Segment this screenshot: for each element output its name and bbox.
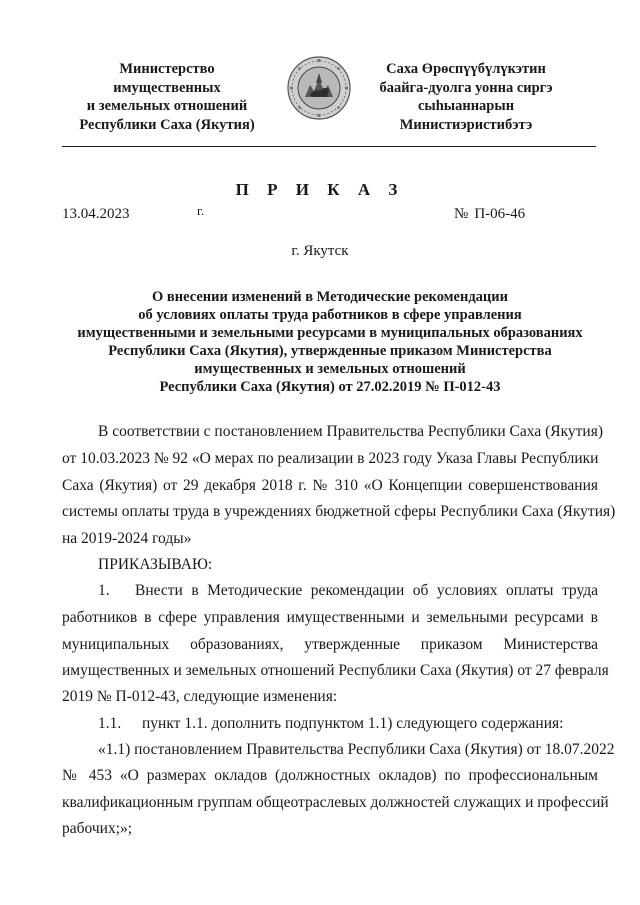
document-title: П Р И К А З bbox=[235, 180, 405, 199]
ministry-name-line: Министерство bbox=[119, 61, 215, 77]
quote-line: квалификационным группам общеотраслевых должностей служащих и профессий bbox=[62, 794, 609, 811]
ministry-name-line: сыһыаннарын bbox=[417, 98, 515, 114]
ministry-name-yakut bbox=[355, 60, 577, 134]
subpoint-1-1-text: пункт 1.1. дополнить подпунктом 1.1) следующего содержания: bbox=[142, 715, 564, 732]
order-number bbox=[454, 206, 525, 223]
ministry-name-line: имущественных bbox=[113, 79, 221, 96]
ministry-name-line: Министиэристибэтэ bbox=[399, 116, 533, 133]
preamble-line: от 10.03.2023 № 92 «О мерах по реализации в 2023 году Указа Главы Республики bbox=[62, 450, 599, 467]
quote-line: рабочих;»; bbox=[62, 820, 133, 837]
point-1-line: муниципальных образованиях, утвержденные приказом Министерства bbox=[62, 636, 598, 653]
ministry-name-line: Республики Саха (Якутия) bbox=[79, 116, 255, 133]
point-1-line: работников в сфере управления имущественными и земельными ресурсами в bbox=[62, 609, 598, 626]
point-1-line: Внести в Методические рекомендации об условиях оплаты труда bbox=[135, 582, 598, 599]
header-divider bbox=[62, 146, 596, 147]
point-1-line: 2019 № П-012-43, следующие изменения: bbox=[62, 688, 338, 705]
order-number-value: П-06-46 bbox=[474, 206, 526, 222]
point-1-line: имущественных и земельных отношений Республики Саха (Якутия) от 27 февраля bbox=[62, 662, 609, 679]
preamble-line: В соответствии с постановлением Правительства Республики Саха (Якутия) bbox=[98, 423, 603, 440]
quote-line: «1.1) постановлением Правительства Республики Саха (Якутия) от 18.07.2022 bbox=[98, 741, 615, 758]
ministry-name-line: баайга-дуолга уонна сиргэ bbox=[379, 79, 553, 96]
preamble-line: на 2019-2024 годы» bbox=[62, 530, 192, 547]
ministry-name-russian bbox=[62, 60, 272, 134]
city-of-issue: г. Якутск bbox=[291, 243, 349, 259]
subject-line: О внесении изменений в Методические рекомендации bbox=[152, 289, 508, 305]
ministry-name-line: и земельных отношений bbox=[86, 98, 248, 114]
coat-of-arms-emblem-icon bbox=[286, 55, 352, 121]
quote-line: № 453 «О размерах окладов (должностных окладов) по профессиональным bbox=[62, 767, 598, 784]
preamble-line: Саха (Якутия) от 29 декабря 2018 г. № 310 «О Концепции совершенствования bbox=[62, 477, 598, 494]
subject-line: имущественных и земельных отношений bbox=[194, 361, 466, 377]
number-sign: № bbox=[454, 206, 469, 222]
point-1-number: 1. bbox=[98, 582, 110, 599]
ministry-name-line: Саха Өрөспүүбүлүкэтин bbox=[386, 61, 546, 77]
subject-line: Республики Саха (Якутия) от 27.02.2019 № П-012-43 bbox=[159, 379, 501, 395]
subject-line: об условиях оплаты труда работников в сфере управления bbox=[138, 307, 522, 323]
preamble-line: системы оплаты труда в учреждениях бюджетной сферы Республики Саха (Якутия) bbox=[62, 503, 616, 520]
order-subject bbox=[62, 288, 598, 396]
subpoint-1-1-number: 1.1. bbox=[98, 715, 122, 732]
order-date: 13.04.2023 bbox=[62, 206, 130, 222]
subject-line: Республики Саха (Якутия), утвержденные приказом Министерства bbox=[108, 343, 552, 359]
order-word: ПРИКАЗЫВАЮ: bbox=[98, 556, 213, 573]
year-suffix: г. bbox=[197, 203, 205, 218]
subject-line: имущественными и земельными ресурсами в муниципальных образованиях bbox=[77, 325, 583, 341]
